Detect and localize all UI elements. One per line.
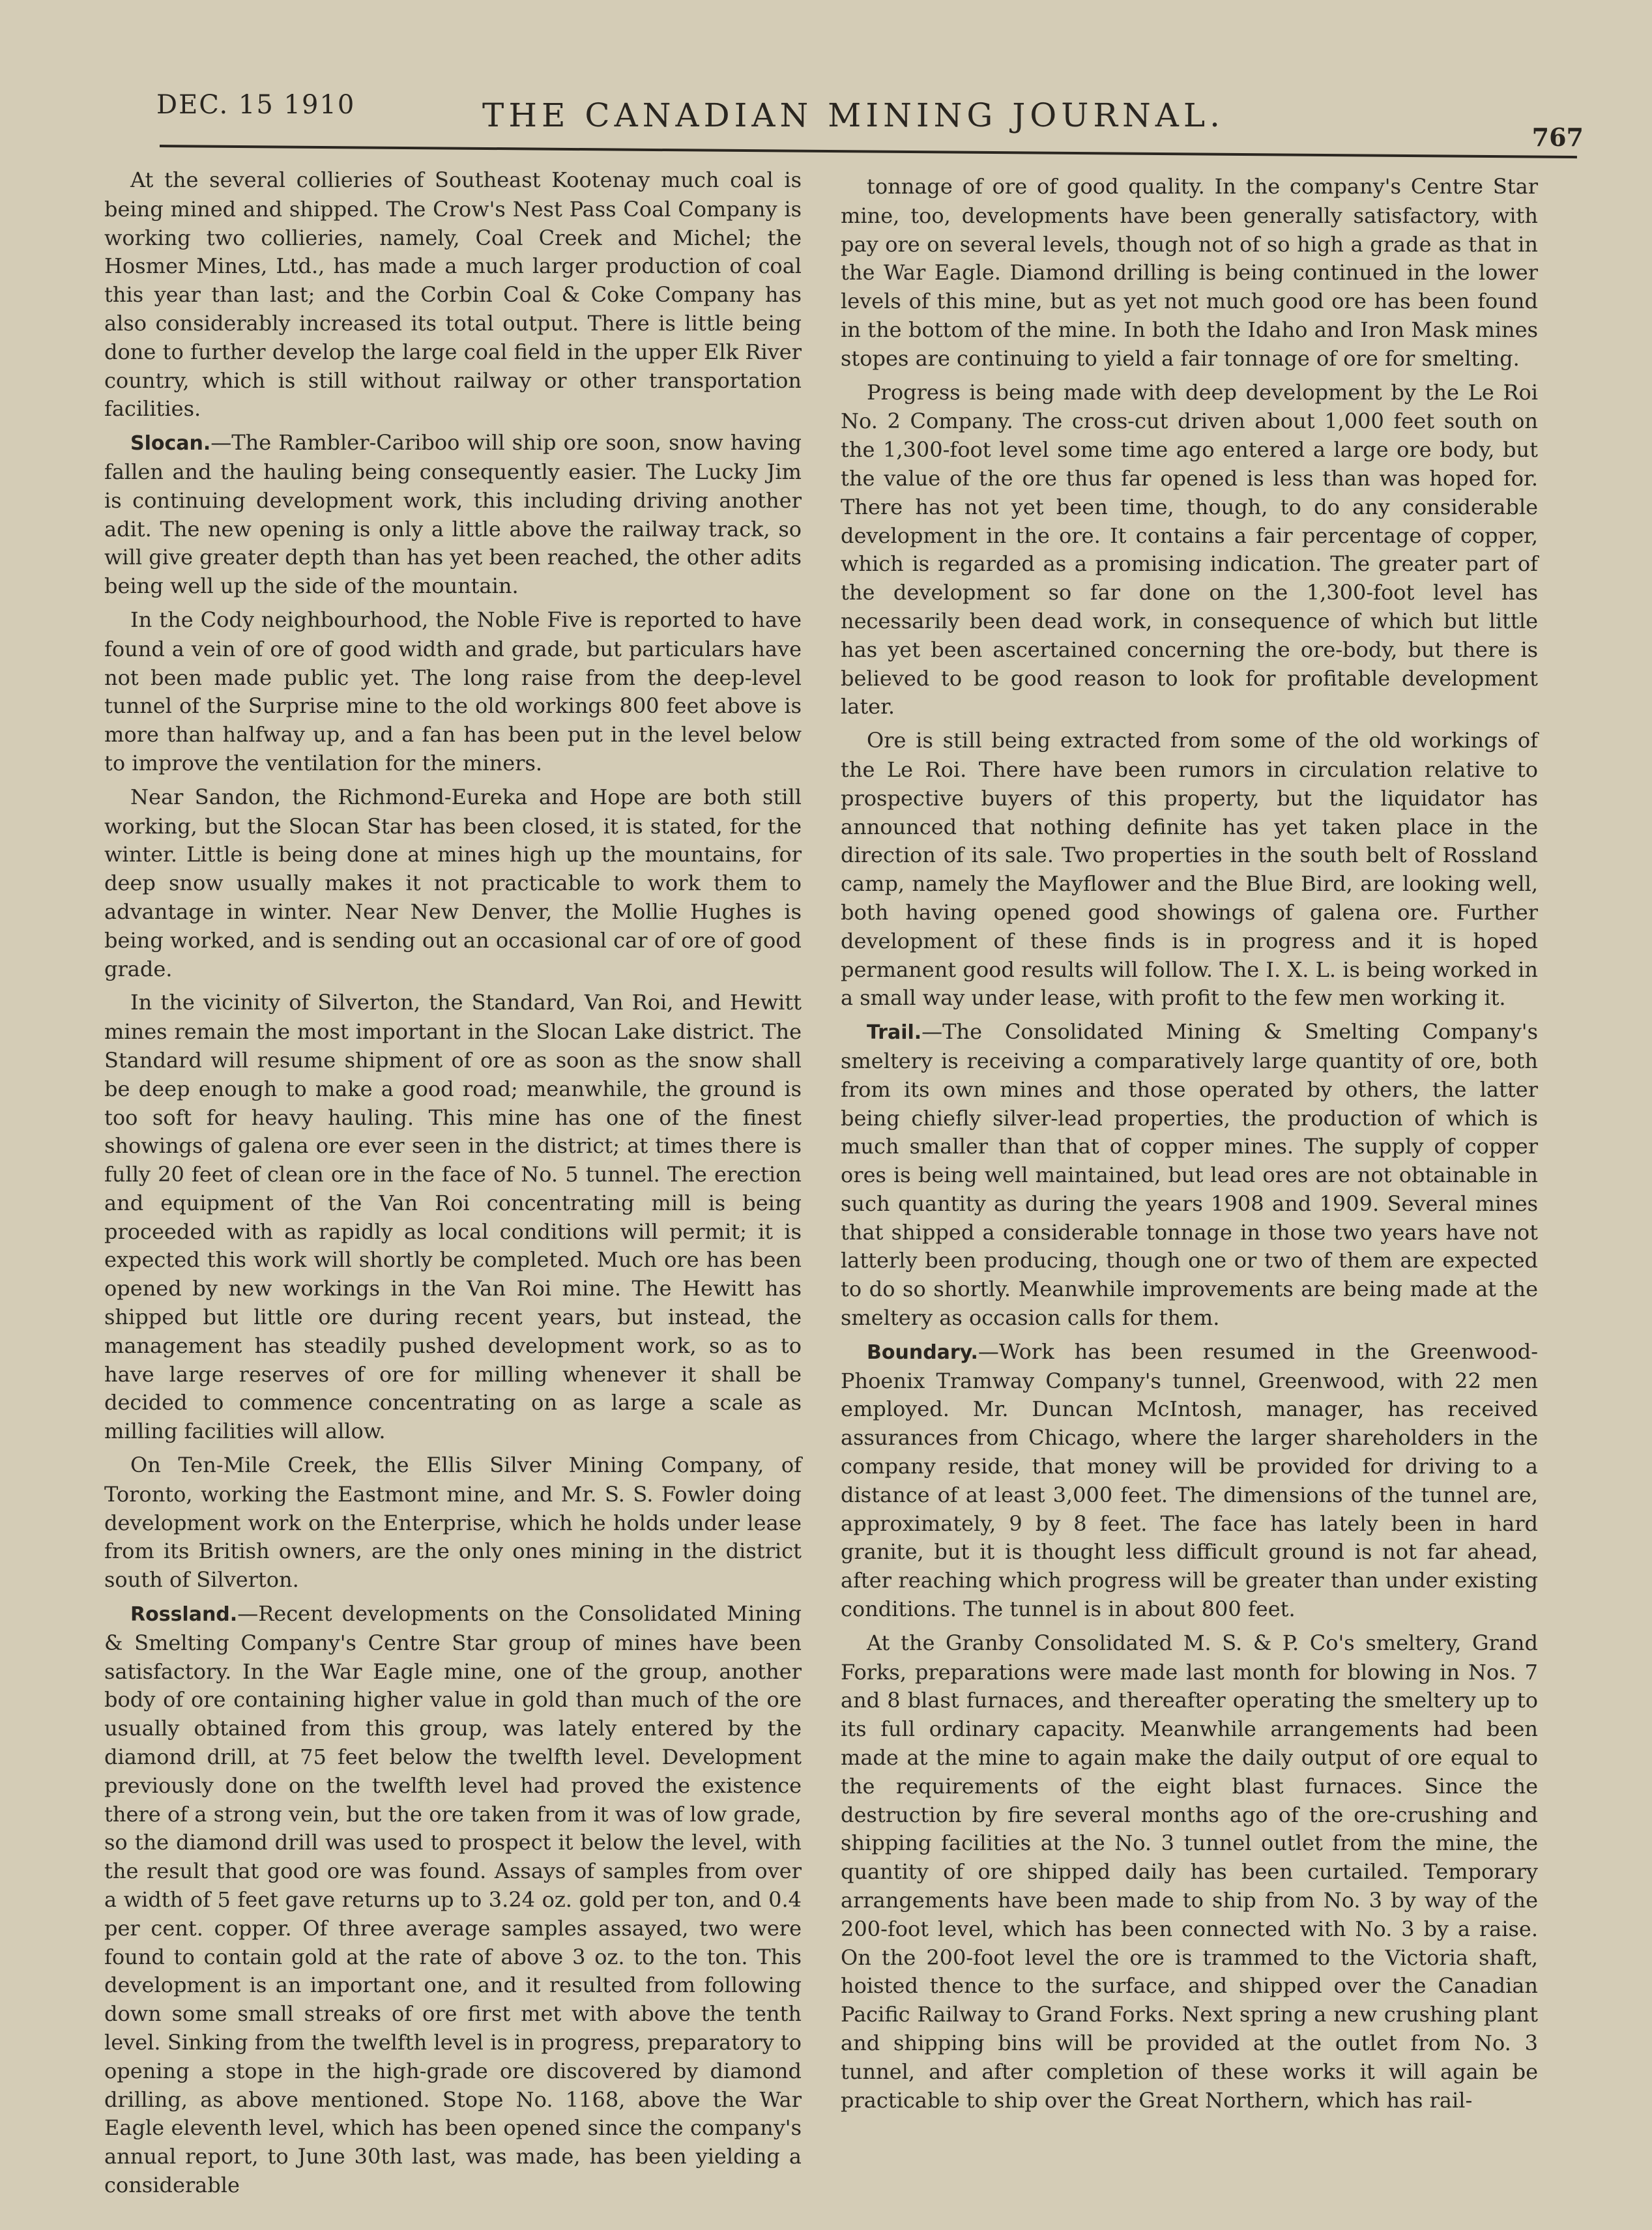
- paragraph-text: At the several collieries of Southeast Kootenay much coal is being mined and shipped. The Crow's Nest Pass Coal Company is working two collieries, namely, Coal Creek and Michel; the Hosmer Mines, Ltd., has made a much larger production of coal this year than last; and the Corbin Coal & Coke Company has also considerably increased its total output. There is little being done to further develop the large coal field in the upper Elk River country, which is still without railway or other transportation facilities.: [104, 167, 802, 422]
- section-heading: Rossland.: [130, 1603, 238, 1627]
- paragraph: [104, 1451, 802, 1595]
- paragraph: [104, 166, 802, 424]
- paragraph-text: Ore is still being extracted from some of the old workings of the Le Roi. There have been rumors in circulation relative to prospective buyers of this property, but the liquidator has announced that nothing definite has yet taken place in the direction of its sale. Two properties in the south belt of Rossland camp, namely the Mayflower and the Blue Bird, are looking well, both having opened good showings of galena ore. Further development of these finds is in progress and it is hoped permanent good results will follow. The I. X. L. is being worked in a small way under lease, with profit to the few men working it.: [841, 728, 1538, 1011]
- paragraph: [841, 173, 1538, 373]
- page-number: 767: [1531, 123, 1584, 152]
- paragraph-text: —Recent developments on the Consolidated Mining & Smelting Company's Centre Star group of mines have been satisfactory. In the War Eagle mine, one of the group, another body of ore containing higher value in gold than much of the ore usually obtained from this group, was lately entered by the diamond drill, at 75 feet below the twelfth level. Development previously done on the twelfth level had proved the existence there of a strong vein, but the ore taken from it was of low grade, so the diamond drill was used to prospect it below the level, with the result that good ore was found. Assays of samples from over a width of 5 feet gave returns up to 3.24 oz. gold per ton, and 0.4 per cent. copper. Of three average samples assayed, two were found to contain gold at the rate of above 3 oz. to the ton. This development is an important one, and it resulted from following down some small streaks of ore first met with above the tenth level. Sinking from the twelfth level is in progress, preparatory to opening a stope in the high-grade ore discovered by diamond drilling, as above mentioned. Stope No. 1168, above the War Eagle eleventh level, which has been opened since the company's annual report, to June 30th last, was made, has been yielding a considerable: [104, 1601, 802, 2197]
- running-header: [156, 78, 1584, 156]
- paragraph: [104, 1600, 802, 2200]
- issue-date: DEC. 15 1910: [156, 90, 356, 120]
- paragraph: [841, 379, 1538, 722]
- paragraph: [104, 606, 802, 778]
- paragraph-text: In the vicinity of Silverton, the Standard, Van Roi, and Hewitt mines remain the most important in the Slocan Lake district. The Standard will resume shipment of ore as soon as the snow shall be deep enough to make a good road; meanwhile, the ground is too soft for heavy hauling. This mine has one of the finest showings of galena ore ever seen in the district; at times there is fully 20 feet of clean ore in the face of No. 5 tunnel. The erection and equipment of the Van Roi concentrating mill is being proceeded with as rapidly as local conditions will permit; it is expected this work will shortly be completed. Much ore has been opened by new workings in the Van Roi mine. The Hewitt has shipped but little ore during recent years, but instead, the management has steadily pushed development work, so as to have large reserves of ore for milling whenever it shall be decided to commence concentrating on as large a scale as milling facilities will allow.: [104, 990, 802, 1444]
- paragraph: [104, 783, 802, 984]
- paragraph: [841, 1018, 1538, 1333]
- paragraph: [841, 727, 1538, 1013]
- journal-title: THE CANADIAN MINING JOURNAL.: [482, 96, 1225, 134]
- paragraph-text: Near Sandon, the Richmond-Eureka and Hope are both still working, but the Slocan Star has been closed, it is stated, for the winter. Little is being done at mines high up the mountains, for deep snow usually makes it not practicable to work them to advantage in winter. Near New Denver, the Mollie Hughes is being worked, and is sending out an occasional car of ore of good grade.: [104, 784, 802, 981]
- paragraph-text: —The Consolidated Mining & Smelting Company's smeltery is receiving a comparatively large quantity of ore, both from its own mines and those operated by others, the latter being chiefly silver-lead properties, the production of which is much smaller than that of copper mines. The supply of copper ores is being well maintained, but lead ores are not obtainable in such quantity as during the years 1908 and 1909. Several mines that shipped a considerable tonnage in those two years have not latterly been producing, though one or two of them are expected to do so shortly. Meanwhile improvements are being made at the smeltery as occasion calls for them.: [841, 1019, 1538, 1331]
- paragraph-text: On Ten-Mile Creek, the Ellis Silver Mining Company, of Toronto, working the Eastmont mine, and Mr. S. S. Fowler doing development work on the Enterprise, which he holds under lease from its British owners, are the only ones mining in the district south of Silverton.: [104, 1453, 802, 1593]
- paragraph: [104, 989, 802, 1446]
- paragraph-text: Progress is being made with deep development by the Le Roi No. 2 Company. The cross-cut driven about 1,000 feet south on the 1,300-foot level some time ago entered a large ore body, but the value of the ore thus far opened is less than was hoped for. There has not yet been time, though, to do any considerable development in the ore. It contains a fair percentage of copper, which is regarded as a promising indication. The greater part of the development so far done on the 1,300-foot level has necessarily been dead work, in consequence of which but little has yet been ascertained concerning the ore-body, but there is believed to be good reason to look for profitable development later.: [841, 379, 1538, 719]
- left-column: [104, 166, 802, 2197]
- paragraph-text: At the Granby Consolidated M. S. & P. Co's smeltery, Grand Forks, preparations were made last month for blowing in Nos. 7 and 8 blast furnaces, and thereafter operating the smeltery up to its full ordinary capacity. Meanwhile arrangements had been made at the mine to again make the daily output of ore equal to the requirements of the eight blast furnaces. Since the destruction by fire several months ago of the ore-crushing and shipping facilities at the No. 3 tunnel outlet from the mine, the quantity of ore shipped daily has been curtailed. Temporary arrangements have been made to ship from No. 3 by way of the 200-foot level, which has been connected with No. 3 by a raise. On the 200-foot level the ore is trammed to the Victoria shaft, hoisted thence to the surface, and shipped over the Canadian Pacific Railway to Grand Forks. Next spring a new crushing plant and shipping bins will be provided at the outlet from No. 3 tunnel, and after completion of these works it will again be practicable to ship over the Great Northern, which has rail-: [841, 1630, 1538, 2113]
- paragraph-text: In the Cody neighbourhood, the Noble Five is reported to have found a vein of ore of good width and grade, but particulars have not been made public yet. The long raise from the deep-level tunnel of the Surprise mine to the old workings 800 feet above is more than halfway up, and a fan has been put in the level below to improve the ventilation for the miners.: [104, 607, 802, 775]
- paragraph-text: —Work has been resumed in the Greenwood-Phoenix Tramway Company's tunnel, Greenwood, with 22 men employed. Mr. Duncan McIntosh, manager, has received assurances from Chicago, where the larger shareholders in the company reside, that money will be provided for driving to a distance of at least 3,000 feet. The dimensions of the tunnel are, approximately, 9 by 8 feet. The face has lately been in hard granite, but it is thought less difficult ground is not far ahead, after reaching which progress will be greater than under existing conditions. The tunnel is in about 800 feet.: [841, 1339, 1538, 1622]
- paragraph: [841, 1338, 1538, 1624]
- paragraph: [841, 1629, 1538, 2115]
- section-heading: Boundary.: [867, 1340, 978, 1364]
- paragraph-text: —The Rambler-Cariboo will ship ore soon, snow having fallen and the hauling being consequently easier. The Lucky Jim is continuing development work, this including driving another adit. The new opening is only a little above the railway track, so will give greater depth than has yet been reached, the other adits being well up the side of the mountain.: [104, 430, 802, 599]
- section-heading: Slocan.: [130, 432, 211, 456]
- right-column: [841, 173, 1538, 2173]
- paragraph-text: tonnage of ore of good quality. In the company's Centre Star mine, too, developments have been generally satisfactory, with pay ore on several levels, though not of so high a grade as that in the War Eagle. Diamond drilling is being continued in the lower levels of this mine, but as yet not much good ore has been found in the bottom of the mine. In both the Idaho and Iron Mask mines stopes are continuing to yield a fair tonnage of ore for smelting.: [841, 174, 1538, 371]
- section-heading: Trail.: [867, 1021, 922, 1045]
- paragraph: [104, 429, 802, 601]
